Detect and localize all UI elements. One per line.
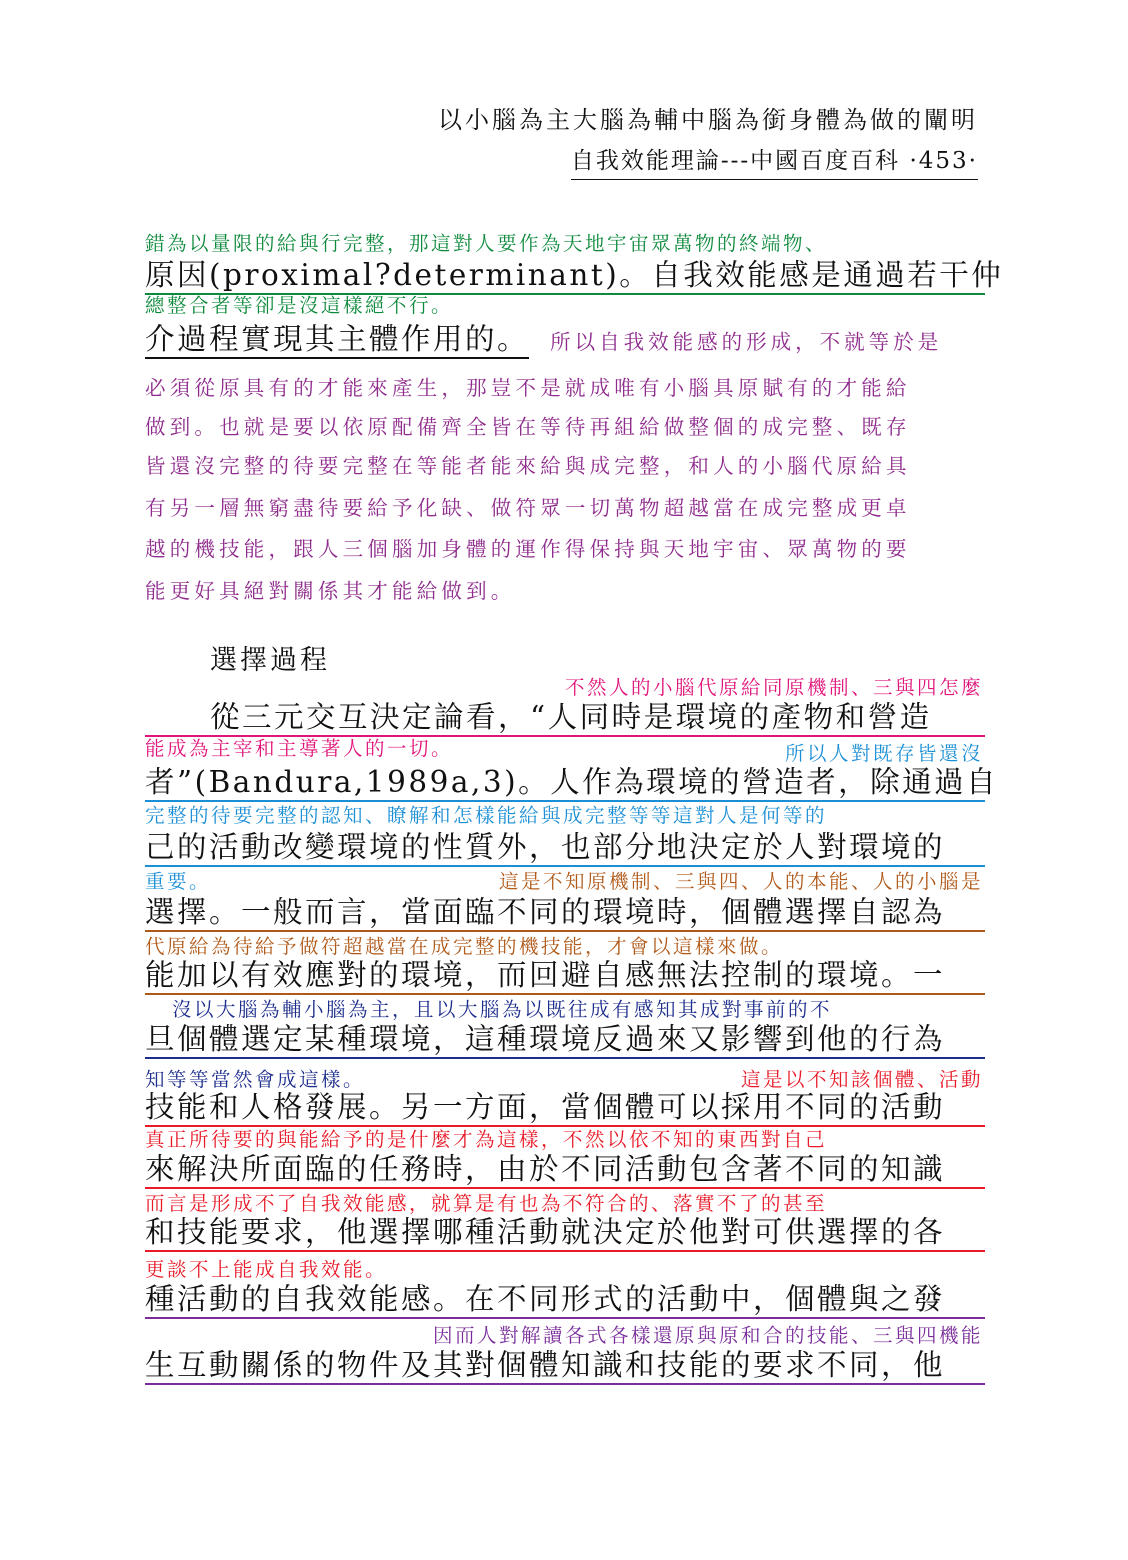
annotation-purple-line: 能更好具絕對關係其才能給做到。 — [145, 579, 516, 603]
annotation-purple-line: 必須從原具有的才能來產生，那豈不是就成唯有小腦具原賦有的才能給 — [145, 376, 911, 400]
main-text-line-11: 和技能要求，他選擇哪種活動就決定於他對可供選擇的各 — [145, 1215, 985, 1252]
annotation-navy-1: 沒以大腦為輔小腦為主，且以大腦為以既往成有感知其成對事前的不 — [172, 998, 833, 1021]
annotation-purple-line: 有另一層無窮盡待要給予化缺、做符眾一切萬物超越當在成完整成更卓 — [145, 496, 911, 520]
annotation-purple-inline: 所以自我效能感的形成，不就等於是 — [550, 330, 943, 354]
annotation-red-3: 而言是形成不了自我效能感，就算是有也為不符合的、落實不了的甚至 — [145, 1192, 828, 1215]
main-text-line-10: 來解決所面臨的任務時，由於不同活動包含著不同的知識 — [145, 1152, 985, 1189]
main-text-line-6: 選擇。一般而言，當面臨不同的環境時，個體選擇自認為 — [145, 895, 985, 932]
annotation-brown-1: 這是不知原機制、三與四、人的本能、人的小腦是 — [498, 870, 983, 893]
annotation-navy-2: 知等等當然會成這樣。 — [145, 1068, 366, 1091]
annotation-brown-2: 代原給為待給予做符超越當在成完整的機技能，才會以這樣來做。 — [145, 935, 784, 958]
annotation-purple-line: 皆還沒完整的待要完整在等能者能來給與成完整，和人的小腦代原給具 — [145, 454, 911, 478]
annotation-red-4: 更談不上能成自我效能。 — [145, 1258, 388, 1281]
running-header-title: 以小腦為主大腦為輔中腦為銜身體為做的闡明 — [438, 106, 978, 134]
annotation-pink-1: 不然人的小腦代原給同原機制、三與四怎麼 — [564, 676, 983, 699]
main-text-line-7: 能加以有效應對的環境，而回避自感無法控制的環境。一 — [145, 958, 985, 995]
annotation-red-2: 真正所待要的與能給予的是什麼才為這樣，不然以依不知的東西對自己 — [145, 1128, 828, 1151]
main-text-line-4: 者”(Bandura,1989a,3)。人作為環境的營造者，除通過自 — [145, 765, 985, 802]
annotation-green-1: 錯為以量限的給與行完整，那這對人要作為天地宇宙眾萬物的終端物、 — [145, 232, 828, 255]
running-header-subtitle: 自我效能理論---中國百度百科 ·453· — [571, 142, 978, 180]
main-text-line-2-row — [145, 322, 942, 356]
annotation-purple-line: 越的機技能，跟人三個腦加身體的運作得保持與天地宇宙、眾萬物的要 — [145, 537, 911, 561]
main-text-line-3: 從三元交互決定論看，“人同時是環境的產物和營造 — [145, 700, 985, 737]
annotation-sky-3: 重要。 — [145, 870, 212, 893]
annotation-sky-1: 所以人對既存皆還沒 — [784, 742, 983, 765]
main-text-line-5: 己的活動改變環境的性質外，也部分地決定於人對環境的 — [145, 830, 985, 867]
annotation-violet-1: 因而人對解讀各式各樣還原與原和合的技能、三與四機能 — [432, 1324, 983, 1347]
annotation-sky-2: 完整的待要完整的認知、瞭解和怎樣能給與成完整等等這對人是何等的 — [145, 804, 828, 827]
section-heading: 選擇過程 — [210, 645, 330, 676]
main-text-line-13: 生互動關係的物件及其對個體知識和技能的要求不同，他 — [145, 1348, 985, 1385]
annotation-pink-2: 能成為主宰和主導著人的一切。 — [145, 737, 454, 760]
main-text-line-9: 技能和人格發展。另一方面，當個體可以採用不同的活動 — [145, 1090, 985, 1127]
annotation-green-2: 總整合者等卻是沒這樣絕不行。 — [145, 294, 454, 317]
annotation-purple-line: 做到。也就是要以依原配備齊全皆在等待再組給做整個的成完整、既存 — [145, 415, 911, 439]
main-text-line-2: 介過程實現其主體作用的。 — [145, 322, 529, 359]
main-text-line-12: 種活動的自我效能感。在不同形式的活動中，個體與之發 — [145, 1282, 985, 1319]
main-text-line-8: 旦個體選定某種環境，這種環境反過來又影響到他的行為 — [145, 1022, 985, 1059]
main-text-line-1: 原因(proximal?determinant)。自我效能感是通過若干仲 — [145, 258, 985, 295]
annotation-red-1: 這是以不知該個體、活動 — [740, 1068, 983, 1091]
